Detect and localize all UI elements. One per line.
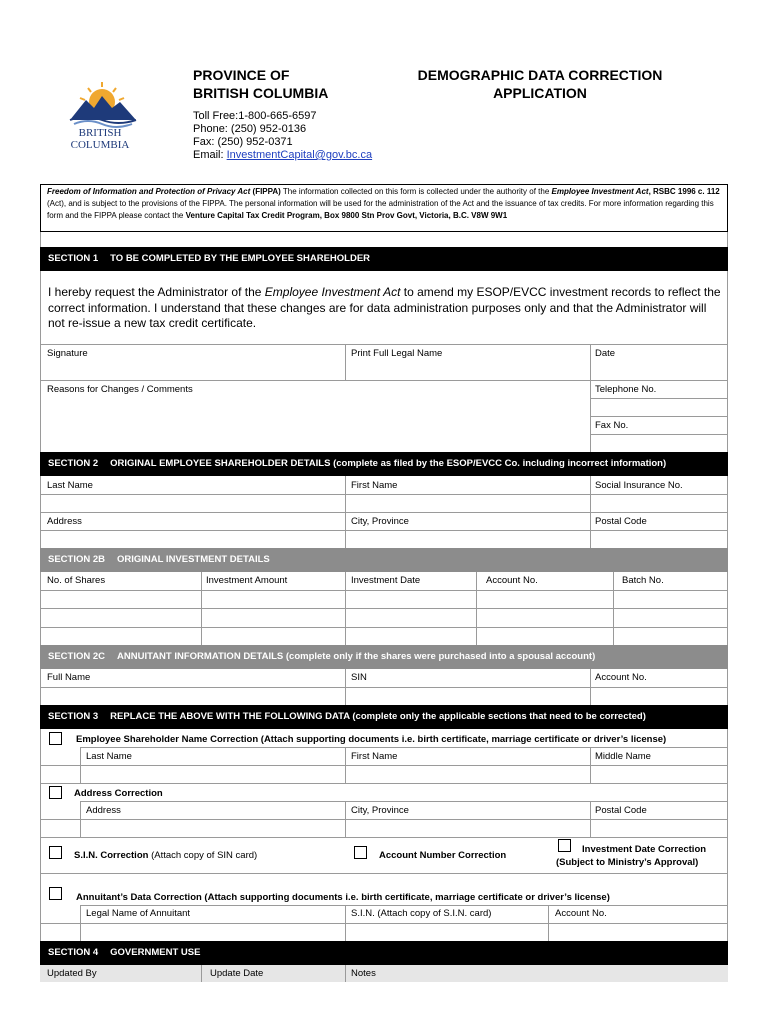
s2-sin-field[interactable]: [591, 495, 727, 511]
line: [40, 873, 728, 874]
s2c-sin-label: SIN: [351, 672, 367, 683]
date-field[interactable]: [595, 360, 725, 378]
s3-first-name-label: First Name: [351, 751, 398, 762]
section2c-title: ANNUITANT INFORMATION DETAILS (complete only if the shares were purchased into a spousal account): [117, 651, 596, 662]
line: [476, 572, 477, 645]
line: [40, 590, 728, 591]
sin-correction-label: [74, 850, 257, 862]
line: [80, 801, 728, 802]
line: [40, 608, 728, 609]
section4-row: [40, 965, 728, 982]
s3-middle-name-label: Middle Name: [595, 751, 651, 762]
col-account-no: Account No.: [486, 575, 538, 586]
section2b-header: [40, 548, 728, 572]
line: [40, 380, 728, 381]
section3-header: [40, 705, 728, 729]
s3-middle-name-field[interactable]: [591, 766, 727, 782]
form-title-line1: DEMOGRAPHIC DATA CORRECTION: [417, 67, 663, 83]
form-title-line2: APPLICATION: [493, 85, 587, 101]
update-date-label: Update Date: [210, 968, 264, 979]
section4-number: SECTION 4: [48, 947, 99, 958]
s2c-full-name-field[interactable]: [41, 688, 344, 704]
s2-city-field[interactable]: [346, 531, 589, 547]
section2-header: [40, 452, 728, 476]
address-correction-label: Address Correction: [74, 788, 163, 799]
section1-number: SECTION 1: [48, 253, 99, 264]
s3-postal-field[interactable]: [591, 820, 727, 836]
sin-attach-field[interactable]: [346, 924, 547, 940]
section2b-number: SECTION 2B: [48, 554, 106, 565]
signature-field[interactable]: [47, 360, 341, 378]
line: [201, 572, 202, 645]
s3-first-name-field[interactable]: [346, 766, 589, 782]
privacy-text1: The information collected on this form is collected under the authority of the: [280, 187, 552, 196]
email-link[interactable]: InvestmentCapital@gov.bc.ca: [226, 149, 373, 161]
investment-date-label: Investment Date Correction: [582, 844, 707, 855]
s2c-full-name-label: Full Name: [47, 672, 91, 683]
employee-act: Employee Investment Act: [551, 187, 649, 196]
section2-number: SECTION 2: [48, 458, 99, 469]
intro-act: Employee Investment Act: [264, 285, 401, 299]
s3-postal-label: Postal Code: [595, 805, 647, 816]
s2-last-name-label: Last Name: [47, 480, 93, 491]
col-investment-amount: Investment Amount: [206, 575, 288, 586]
province-title: [193, 66, 328, 102]
s3-address-field[interactable]: [81, 820, 344, 836]
s2-postal-label: Postal Code: [595, 516, 647, 527]
section2-title: ORIGINAL EMPLOYEE SHAREHOLDER DETAILS (complete as filed by the ESOP/EVCC Co. including incorrect information): [110, 458, 667, 469]
fax: Fax: (250) 952-0371: [193, 136, 293, 148]
s3-address-label: Address: [86, 805, 121, 816]
line: [345, 572, 346, 645]
line: [40, 344, 728, 345]
line: [40, 837, 728, 838]
address-correction-checkbox[interactable]: [49, 786, 62, 799]
section3-number: SECTION 3: [48, 711, 99, 722]
name-correction-label: Employee Shareholder Name Correction (Attach supporting documents i.e. birth certificate, marriage certificate or driver’s license): [76, 734, 667, 745]
section1-header: [40, 247, 728, 271]
s2-last-name-field[interactable]: [41, 495, 344, 511]
line: [40, 783, 728, 784]
sin-correction-rest: (Attach copy of SIN card): [148, 850, 258, 861]
reasons-label: Reasons for Changes / Comments: [47, 384, 193, 395]
ministry-approval-label: (Subject to Ministry’s Approval): [556, 857, 699, 868]
print-name-field[interactable]: [351, 360, 586, 378]
s2c-account-label: Account No.: [595, 672, 647, 683]
col-investment-date: Investment Date: [351, 575, 421, 586]
section2c-header: [40, 645, 728, 669]
annuitant-correction-checkbox[interactable]: [49, 887, 62, 900]
province-line2: BRITISH COLUMBIA: [193, 85, 329, 101]
intro-b: to amend my ESOP/EVCC investment records to reflect the correct information. I understand that these changes are for data administration purposes only and that the Administrator will not re-issue a new tax credit certificate.: [48, 285, 721, 330]
fippa-act-title: Freedom of Information and Protection of Privacy Act: [47, 187, 251, 196]
s2-postal-field[interactable]: [591, 531, 727, 547]
s2-first-name-label: First Name: [351, 480, 398, 491]
s2c-sin-field[interactable]: [346, 688, 589, 704]
sin-correction-bold: S.I.N. Correction: [74, 850, 149, 861]
s2-address-field[interactable]: [41, 531, 344, 547]
fippa-abbrev: (FIPPA): [252, 187, 281, 196]
line: [40, 627, 728, 628]
s2-city-label: City, Province: [351, 516, 409, 527]
legal-name-label: Legal Name of Annuitant: [86, 908, 191, 919]
bc-logo: [64, 80, 144, 152]
account-correction-checkbox[interactable]: [354, 846, 367, 859]
rsbc: , RSBC 1996 c. 112: [648, 187, 720, 196]
notes-label: Notes: [351, 968, 376, 979]
logo-text-british: BRITISH: [78, 127, 122, 139]
telephone-field[interactable]: [595, 399, 725, 415]
legal-name-field[interactable]: [81, 924, 344, 940]
s2-sin-label: Social Insurance No.: [595, 480, 683, 491]
col-no-of-shares: No. of Shares: [47, 575, 106, 586]
s3-city-field[interactable]: [346, 820, 589, 836]
reasons-field[interactable]: [47, 396, 585, 450]
form-title: [396, 66, 684, 102]
s3-city-label: City, Province: [351, 805, 409, 816]
section2c-number: SECTION 2C: [48, 651, 106, 662]
sin-correction-checkbox[interactable]: [49, 846, 62, 859]
fax-label: Fax No.: [595, 420, 629, 431]
updated-by-label: Updated By: [47, 968, 97, 979]
line: [40, 512, 728, 513]
annuitant-correction-label: Annuitant’s Data Correction (Attach supporting documents i.e. birth certificate, marriage certificate or driver’s license): [76, 892, 610, 903]
s2-address-label: Address: [47, 516, 82, 527]
contact-block: [193, 110, 372, 162]
logo-text-columbia: COLUMBIA: [70, 139, 130, 151]
col-batch-no: Batch No.: [622, 575, 664, 586]
email-label: Email:: [193, 149, 224, 161]
toll-free: Toll Free:1-800-665-6597: [193, 110, 317, 122]
line: [345, 344, 346, 380]
s2c-account-field[interactable]: [591, 688, 727, 704]
s2-first-name-field[interactable]: [346, 495, 589, 511]
province-line1: PROVINCE OF: [193, 67, 290, 83]
line: [590, 416, 728, 417]
fax-field[interactable]: [595, 435, 725, 451]
privacy-contact: Venture Capital Tax Credit Program, Box 9800 Stn Prov Govt, Victoria, B.C. V8W 9W1: [185, 211, 508, 220]
line: [345, 965, 346, 982]
email-line: [193, 149, 372, 162]
print-name-label: Print Full Legal Name: [351, 348, 443, 359]
name-correction-checkbox[interactable]: [49, 732, 62, 745]
section3-title: REPLACE THE ABOVE WITH THE FOLLOWING DATA (complete only the applicable sections that need to be corrected): [110, 711, 646, 722]
s3-account-label: Account No.: [555, 908, 607, 919]
line: [201, 965, 202, 982]
telephone-label: Telephone No.: [595, 384, 657, 395]
section1-title: TO BE COMPLETED BY THE EMPLOYEE SHAREHOLDER: [110, 253, 371, 264]
s3-account-field[interactable]: [549, 924, 727, 940]
section4-header: [40, 941, 728, 965]
s3-last-name-label: Last Name: [86, 751, 132, 762]
privacy-notice: [40, 184, 728, 232]
account-correction-label: Account Number Correction: [379, 850, 507, 861]
section4-title: GOVERNMENT USE: [110, 947, 201, 958]
privacy-text2: (Act), and is subject to the provisions of the FIPPA. The personal information will be used for the administration of the Act and the issuance of tax credits. For more information regarding this form and the FIPPA please contact the: [47, 199, 714, 220]
investment-date-checkbox[interactable]: [558, 839, 571, 852]
intro-a: I hereby request the Administrator of the: [48, 285, 265, 299]
line: [80, 747, 728, 748]
line: [80, 905, 728, 906]
section2b-title: ORIGINAL INVESTMENT DETAILS: [117, 554, 270, 565]
sin-attach-label: S.I.N. (Attach copy of S.I.N. card): [351, 908, 492, 919]
section1-intro: [48, 285, 724, 332]
signature-label: Signature: [47, 348, 88, 359]
date-label: Date: [595, 348, 616, 359]
s3-last-name-field[interactable]: [81, 766, 344, 782]
phone: Phone: (250) 952-0136: [193, 123, 307, 135]
line: [613, 572, 614, 645]
